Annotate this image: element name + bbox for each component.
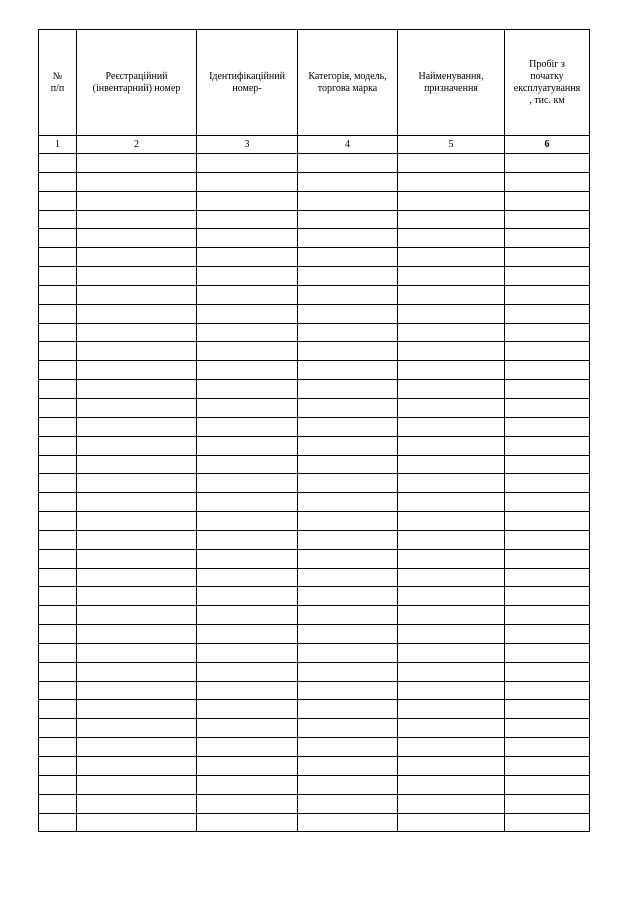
table-cell <box>298 267 398 286</box>
table-row <box>39 210 590 229</box>
table-cell <box>398 248 505 267</box>
table-cell <box>197 154 298 173</box>
table-cell <box>505 681 590 700</box>
table-cell <box>197 380 298 399</box>
table-cell <box>398 493 505 512</box>
table-cell <box>398 813 505 832</box>
column-header-category-model-brand: Категорія, модель, торгова марка <box>298 30 398 136</box>
register-body <box>39 154 590 832</box>
table-cell <box>39 549 77 568</box>
table-cell <box>398 794 505 813</box>
table-cell <box>505 436 590 455</box>
table-row <box>39 474 590 493</box>
table-cell <box>77 455 197 474</box>
table-cell <box>505 549 590 568</box>
table-cell <box>298 549 398 568</box>
table-cell <box>197 172 298 191</box>
table-cell <box>298 625 398 644</box>
table-cell <box>298 738 398 757</box>
table-cell <box>505 398 590 417</box>
table-cell <box>298 361 398 380</box>
table-cell <box>398 172 505 191</box>
table-cell <box>505 342 590 361</box>
table-cell <box>398 530 505 549</box>
table-cell <box>298 568 398 587</box>
table-cell <box>298 154 398 173</box>
table-cell <box>298 417 398 436</box>
table-cell <box>398 738 505 757</box>
table-cell <box>197 549 298 568</box>
table-cell <box>197 436 298 455</box>
table-cell <box>77 285 197 304</box>
table-cell <box>77 304 197 323</box>
table-cell <box>298 229 398 248</box>
table-cell <box>505 455 590 474</box>
table-cell <box>197 757 298 776</box>
table-cell <box>197 738 298 757</box>
table-cell <box>39 154 77 173</box>
table-cell <box>298 323 398 342</box>
table-cell <box>39 662 77 681</box>
table-cell <box>197 474 298 493</box>
table-cell <box>398 417 505 436</box>
table-cell <box>39 342 77 361</box>
table-cell <box>39 625 77 644</box>
table-cell <box>298 285 398 304</box>
table-cell <box>197 794 298 813</box>
table-cell <box>197 625 298 644</box>
table-cell <box>398 549 505 568</box>
table-row <box>39 361 590 380</box>
table-cell <box>197 643 298 662</box>
table-cell <box>77 436 197 455</box>
table-cell <box>77 172 197 191</box>
table-cell <box>197 285 298 304</box>
table-cell <box>398 380 505 399</box>
table-cell <box>505 738 590 757</box>
table-cell <box>77 417 197 436</box>
table-cell <box>77 606 197 625</box>
table-cell <box>505 794 590 813</box>
table-cell <box>505 719 590 738</box>
table-cell <box>39 210 77 229</box>
table-cell <box>197 304 298 323</box>
table-cell <box>398 323 505 342</box>
table-cell <box>505 417 590 436</box>
table-cell <box>505 662 590 681</box>
table-cell <box>197 417 298 436</box>
table-row <box>39 530 590 549</box>
table-cell <box>197 662 298 681</box>
table-cell <box>77 248 197 267</box>
table-cell <box>298 662 398 681</box>
table-cell <box>505 323 590 342</box>
table-cell <box>197 342 298 361</box>
table-cell <box>77 474 197 493</box>
table-cell <box>77 267 197 286</box>
table-cell <box>77 361 197 380</box>
table-cell <box>398 757 505 776</box>
table-cell <box>197 587 298 606</box>
table-cell <box>39 474 77 493</box>
table-row <box>39 436 590 455</box>
table-cell <box>505 493 590 512</box>
table-cell <box>298 681 398 700</box>
table-cell <box>505 248 590 267</box>
table-cell <box>77 229 197 248</box>
table-cell <box>298 172 398 191</box>
table-cell <box>505 625 590 644</box>
table-cell <box>197 512 298 531</box>
table-cell <box>398 267 505 286</box>
table-cell <box>505 304 590 323</box>
table-cell <box>505 191 590 210</box>
table-cell <box>197 681 298 700</box>
table-cell <box>298 700 398 719</box>
table-cell <box>39 380 77 399</box>
table-cell <box>197 568 298 587</box>
table-cell <box>197 398 298 417</box>
table-row <box>39 606 590 625</box>
table-row <box>39 172 590 191</box>
table-cell <box>77 568 197 587</box>
table-cell <box>505 267 590 286</box>
table-cell <box>505 587 590 606</box>
table-cell <box>39 493 77 512</box>
table-cell <box>39 436 77 455</box>
table-cell <box>197 530 298 549</box>
table-cell <box>398 681 505 700</box>
table-cell <box>39 813 77 832</box>
table-cell <box>398 700 505 719</box>
table-cell <box>398 436 505 455</box>
table-row <box>39 493 590 512</box>
table-cell <box>39 643 77 662</box>
table-cell <box>505 380 590 399</box>
table-cell <box>398 568 505 587</box>
table-cell <box>298 606 398 625</box>
table-cell <box>298 719 398 738</box>
table-cell <box>505 285 590 304</box>
column-number-4: 4 <box>298 136 398 154</box>
table-cell <box>39 738 77 757</box>
table-row <box>39 568 590 587</box>
table-cell <box>197 700 298 719</box>
table-row <box>39 380 590 399</box>
table-row <box>39 813 590 832</box>
table-cell <box>298 757 398 776</box>
table-cell <box>298 380 398 399</box>
column-number-6: 6 <box>505 136 590 154</box>
table-cell <box>298 775 398 794</box>
table-cell <box>77 625 197 644</box>
table-cell <box>398 210 505 229</box>
column-header-identification-number: Ідентифікаційний номер- <box>197 30 298 136</box>
table-cell <box>77 643 197 662</box>
table-cell <box>298 304 398 323</box>
table-cell <box>77 794 197 813</box>
table-cell <box>39 191 77 210</box>
table-cell <box>39 455 77 474</box>
table-cell <box>39 530 77 549</box>
table-cell <box>77 191 197 210</box>
table-cell <box>398 625 505 644</box>
table-cell <box>298 474 398 493</box>
table-row <box>39 643 590 662</box>
table-cell <box>197 248 298 267</box>
table-row <box>39 794 590 813</box>
table-cell <box>77 154 197 173</box>
table-cell <box>298 493 398 512</box>
table-cell <box>39 398 77 417</box>
table-cell <box>39 719 77 738</box>
header-row <box>39 30 590 136</box>
table-cell <box>39 512 77 531</box>
table-cell <box>39 172 77 191</box>
table-cell <box>77 738 197 757</box>
table-row <box>39 267 590 286</box>
table-cell <box>398 587 505 606</box>
table-cell <box>39 248 77 267</box>
table-cell <box>77 700 197 719</box>
table-cell <box>39 267 77 286</box>
table-cell <box>77 587 197 606</box>
table-cell <box>39 229 77 248</box>
table-cell <box>77 342 197 361</box>
table-cell <box>197 229 298 248</box>
table-cell <box>505 229 590 248</box>
vehicle-register-table <box>38 29 590 832</box>
table-cell <box>77 493 197 512</box>
table-cell <box>505 775 590 794</box>
table-cell <box>398 455 505 474</box>
table-cell <box>398 662 505 681</box>
table-row <box>39 757 590 776</box>
column-number-2: 2 <box>77 136 197 154</box>
table-cell <box>398 191 505 210</box>
column-header-mileage: Пробіг з початку експлуатування , тис. км <box>505 30 590 136</box>
table-cell <box>505 154 590 173</box>
table-cell <box>39 681 77 700</box>
table-cell <box>398 304 505 323</box>
table-cell <box>39 568 77 587</box>
table-cell <box>77 775 197 794</box>
table-row <box>39 191 590 210</box>
table-cell <box>398 512 505 531</box>
table-cell <box>505 813 590 832</box>
table-cell <box>77 813 197 832</box>
table-cell <box>398 606 505 625</box>
table-cell <box>298 436 398 455</box>
table-row <box>39 775 590 794</box>
table-row <box>39 587 590 606</box>
table-cell <box>298 342 398 361</box>
table-cell <box>505 172 590 191</box>
table-cell <box>505 643 590 662</box>
column-header-number: № п/п <box>39 30 77 136</box>
table-cell <box>77 512 197 531</box>
column-number-1: 1 <box>39 136 77 154</box>
table-cell <box>39 794 77 813</box>
table-cell <box>77 757 197 776</box>
column-number-row <box>39 136 590 154</box>
column-number-5: 5 <box>398 136 505 154</box>
table-row <box>39 304 590 323</box>
table-cell <box>39 361 77 380</box>
table-cell <box>39 606 77 625</box>
table-row <box>39 512 590 531</box>
table-cell <box>39 775 77 794</box>
table-row <box>39 342 590 361</box>
table-cell <box>39 304 77 323</box>
table-cell <box>398 719 505 738</box>
table-cell <box>77 719 197 738</box>
table-cell <box>398 154 505 173</box>
table-cell <box>197 323 298 342</box>
table-cell <box>398 474 505 493</box>
table-cell <box>298 530 398 549</box>
table-cell <box>298 794 398 813</box>
table-cell <box>398 398 505 417</box>
table-cell <box>77 530 197 549</box>
table-cell <box>298 398 398 417</box>
column-header-registration-number: Реєстраційний (інвентарний) номер <box>77 30 197 136</box>
table-cell <box>505 568 590 587</box>
table-cell <box>298 455 398 474</box>
table-cell <box>77 398 197 417</box>
table-cell <box>298 248 398 267</box>
table-row <box>39 681 590 700</box>
table-cell <box>197 191 298 210</box>
table-row <box>39 248 590 267</box>
table-cell <box>298 191 398 210</box>
table-row <box>39 719 590 738</box>
table-cell <box>398 342 505 361</box>
table-cell <box>77 549 197 568</box>
table-cell <box>298 813 398 832</box>
table-cell <box>398 285 505 304</box>
table-cell <box>39 700 77 719</box>
document-sheet <box>38 29 589 832</box>
table-cell <box>298 643 398 662</box>
table-cell <box>505 700 590 719</box>
table-cell <box>197 493 298 512</box>
table-cell <box>77 323 197 342</box>
table-cell <box>197 606 298 625</box>
table-row <box>39 455 590 474</box>
table-cell <box>505 361 590 380</box>
table-cell <box>77 210 197 229</box>
table-cell <box>398 643 505 662</box>
table-cell <box>197 455 298 474</box>
table-cell <box>77 662 197 681</box>
table-row <box>39 738 590 757</box>
table-cell <box>39 323 77 342</box>
table-row <box>39 229 590 248</box>
table-cell <box>398 229 505 248</box>
table-cell <box>197 813 298 832</box>
table-cell <box>197 267 298 286</box>
table-cell <box>39 417 77 436</box>
table-cell <box>505 530 590 549</box>
table-row <box>39 154 590 173</box>
table-cell <box>39 587 77 606</box>
table-cell <box>197 210 298 229</box>
table-row <box>39 662 590 681</box>
table-cell <box>298 587 398 606</box>
table-row <box>39 625 590 644</box>
table-row <box>39 323 590 342</box>
table-cell <box>39 285 77 304</box>
table-cell <box>197 361 298 380</box>
table-cell <box>398 361 505 380</box>
table-row <box>39 700 590 719</box>
table-cell <box>505 512 590 531</box>
table-row <box>39 417 590 436</box>
table-cell <box>197 719 298 738</box>
table-cell <box>298 512 398 531</box>
table-row <box>39 398 590 417</box>
table-cell <box>505 757 590 776</box>
table-cell <box>505 606 590 625</box>
table-row <box>39 285 590 304</box>
table-cell <box>505 210 590 229</box>
table-cell <box>398 775 505 794</box>
table-cell <box>39 757 77 776</box>
column-number-3: 3 <box>197 136 298 154</box>
table-cell <box>77 380 197 399</box>
column-header-name-purpose: Найменування, призначення <box>398 30 505 136</box>
table-row <box>39 549 590 568</box>
table-cell <box>197 775 298 794</box>
table-cell <box>298 210 398 229</box>
table-cell <box>77 681 197 700</box>
table-cell <box>505 474 590 493</box>
